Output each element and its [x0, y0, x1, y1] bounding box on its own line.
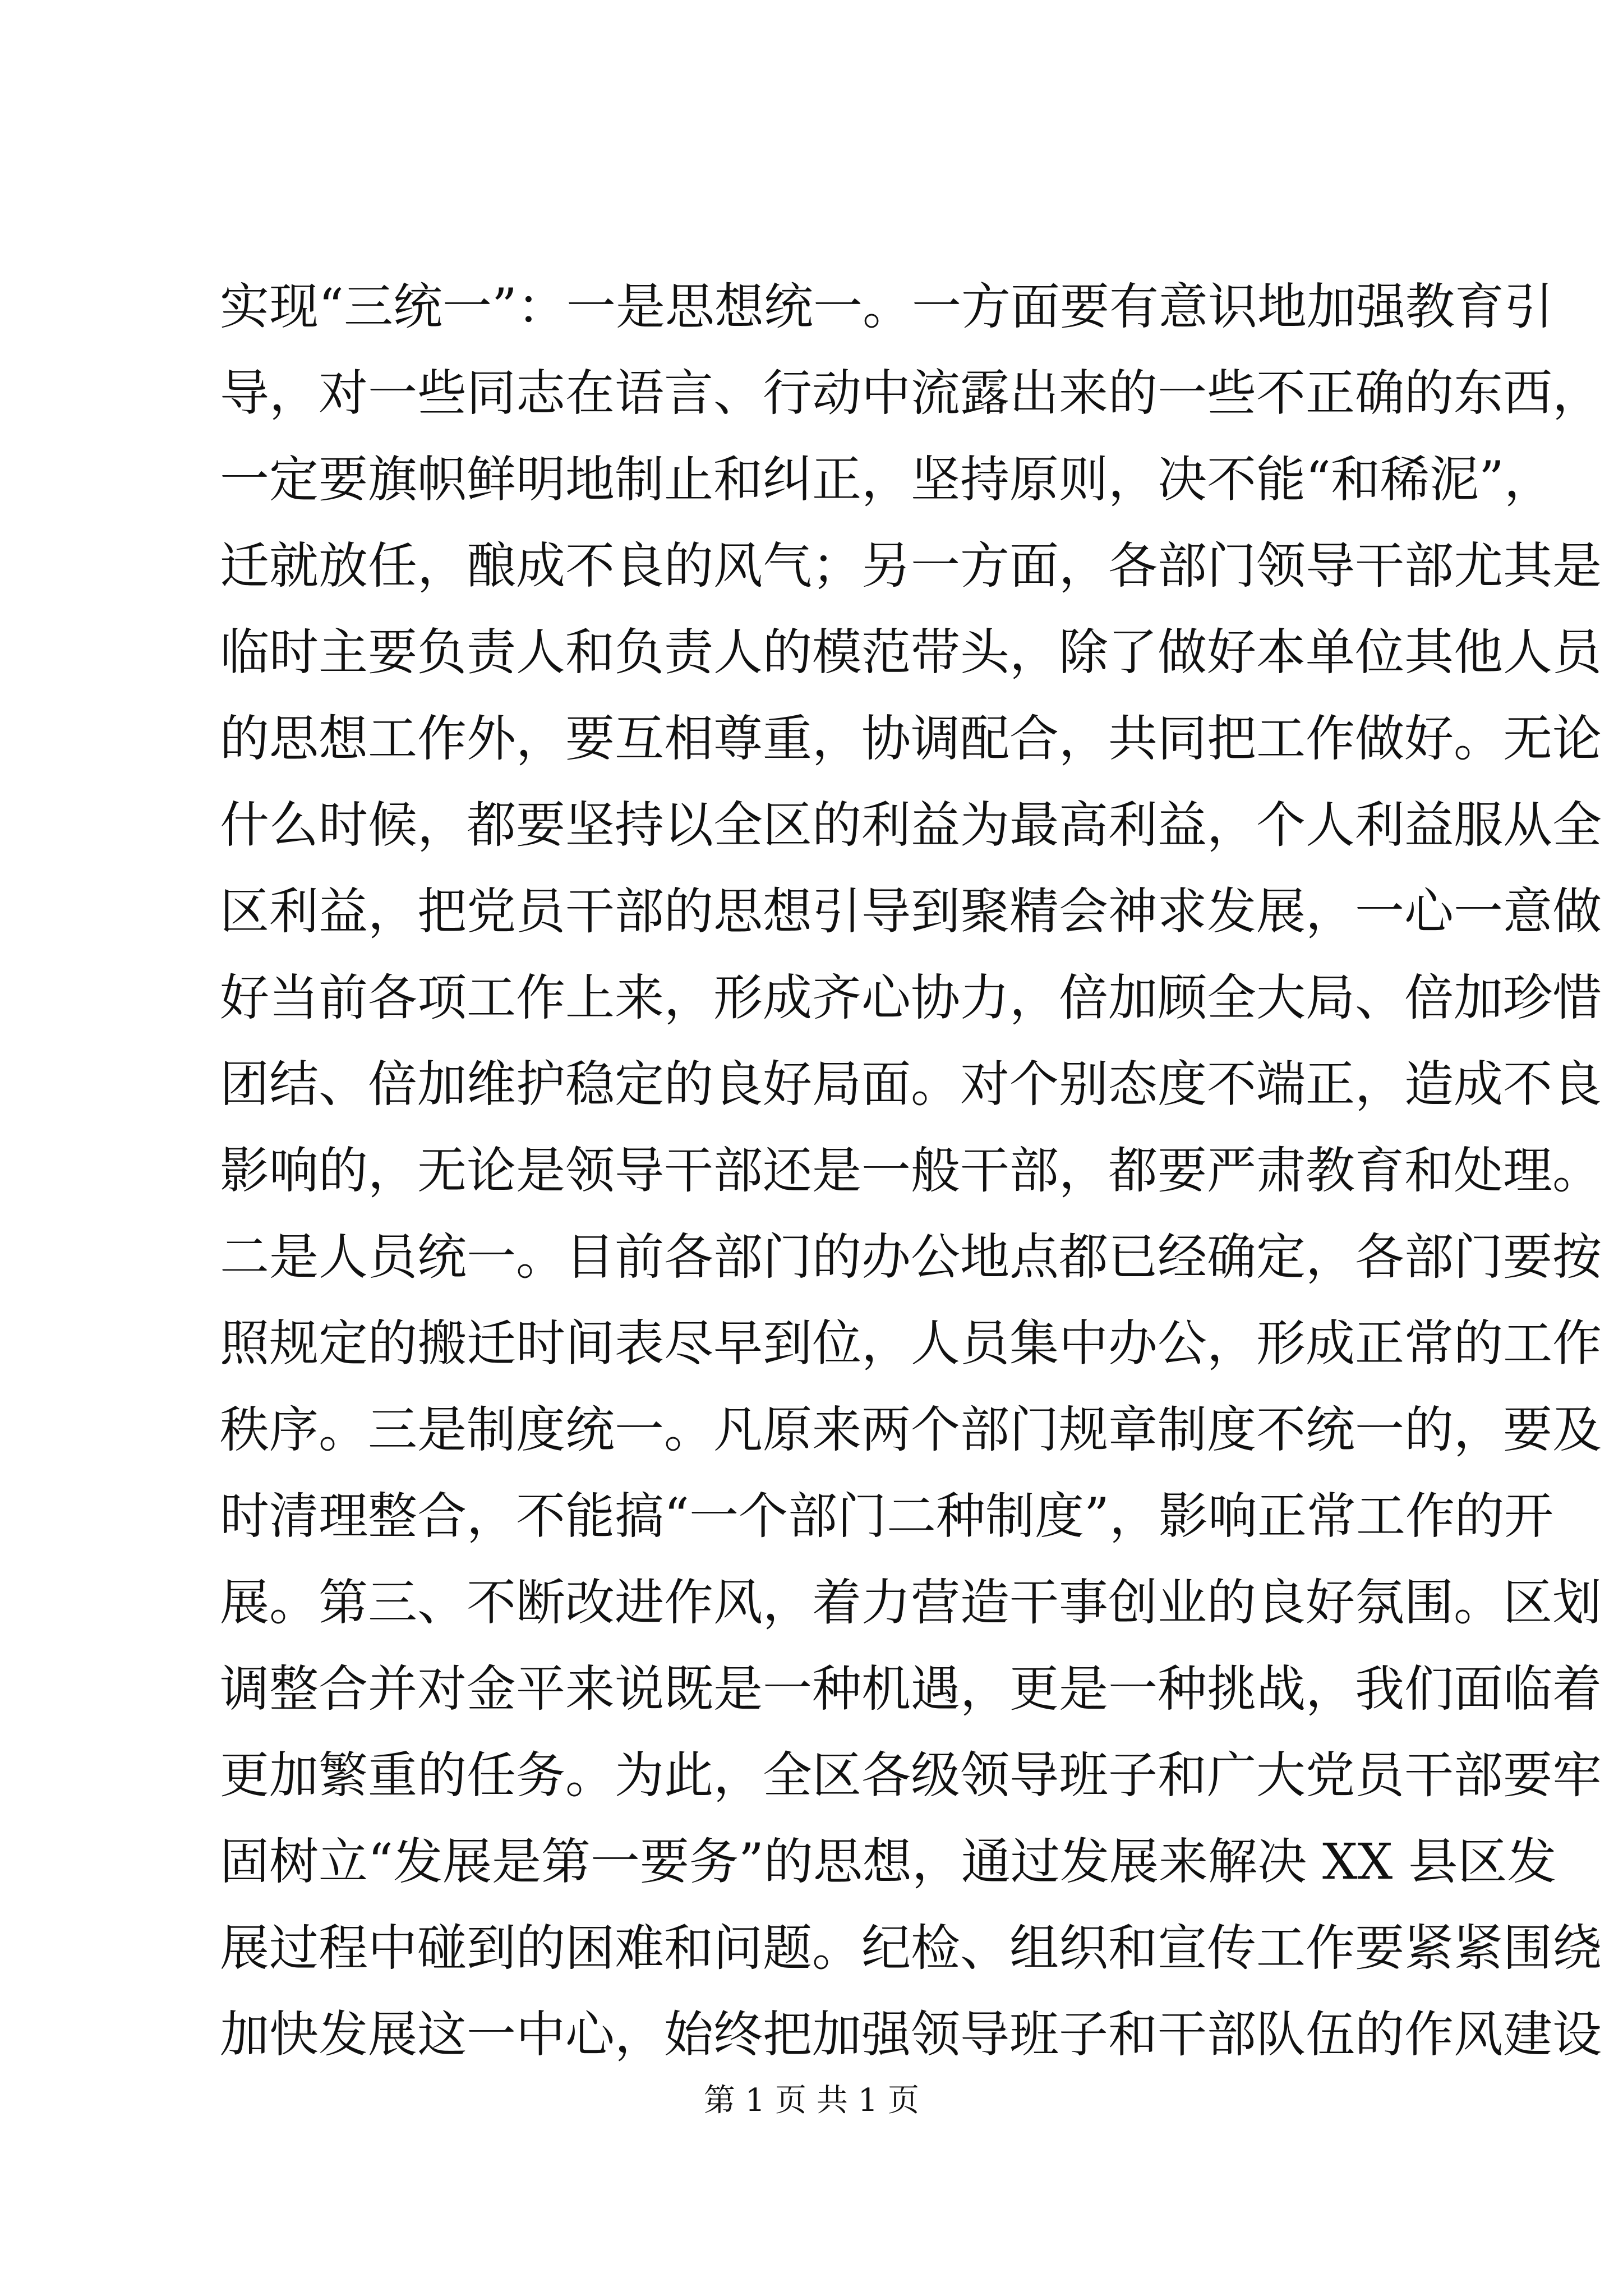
- text-line: 展过程中碰到的困难和问题。纪检、组织和宣传工作要紧紧围绕: [220, 1919, 1602, 1977]
- text-line: 导，对一些同志在语言、行动中流露出来的一些不正确的东西，: [220, 364, 1602, 422]
- text-line: 实现“三统一”：一是思想统一。一方面要有意识地加强教育引: [220, 278, 1553, 335]
- text-line: 展。第三、不断改进作风，着力营造干事创业的良好氛围。区划: [220, 1573, 1602, 1631]
- text-line: 照规定的搬迁时间表尽早到位，人员集中办公，形成正常的工作: [220, 1314, 1602, 1372]
- text-line: 秩序。三是制度统一。凡原来两个部门规章制度不统一的，要及: [220, 1401, 1602, 1458]
- body-text: [220, 264, 1602, 2078]
- text-line: 好当前各项工作上来，形成齐心协力，倍加顾全大局、倍加珍惜: [220, 969, 1602, 1027]
- text-line: 临时主要负责人和负责人的模范带头，除了做好本单位其他人员: [220, 623, 1602, 681]
- text-line: 区利益，把党员干部的思想引导到聚精会神求发展，一心一意做: [220, 882, 1602, 940]
- text-line: 一定要旗帜鲜明地制止和纠正，坚持原则，决不能“和稀泥”，: [220, 450, 1553, 508]
- text-line: 团结、倍加维护稳定的良好局面。对个别态度不端正，造成不良: [220, 1055, 1602, 1113]
- page-footer: 第 1 页 共 1 页: [703, 2082, 920, 2119]
- text-line: 二是人员统一。目前各部门的办公地点都已经确定，各部门要按: [220, 1228, 1602, 1286]
- text-line: 的思想工作外，要互相尊重，协调配合，共同把工作做好。无论: [220, 710, 1602, 767]
- text-line: 影响的，无论是领导干部还是一般干部，都要严肃教育和处理。: [220, 1142, 1602, 1199]
- text-line: 加快发展这一中心，始终把加强领导班子和干部队伍的作风建设: [220, 2005, 1602, 2063]
- text-line: 时清理整合，不能搞“一个部门二种制度”，影响正常工作的开: [220, 1487, 1553, 1545]
- text-line: 调整合并对金平来说既是一种机遇，更是一种挑战，我们面临着: [220, 1660, 1602, 1718]
- text-line: 固树立“发展是第一要务”的思想，通过发展来解决 XX 县区发: [220, 1833, 1557, 1890]
- text-line: 迁就放任，酿成不良的风气；另一方面，各部门领导干部尤其是: [220, 537, 1602, 595]
- text-line: 更加繁重的任务。为此，全区各级领导班子和广大党员干部要牢: [220, 1746, 1602, 1804]
- text-line: 什么时候，都要坚持以全区的利益为最高利益，个人利益服从全: [220, 796, 1602, 854]
